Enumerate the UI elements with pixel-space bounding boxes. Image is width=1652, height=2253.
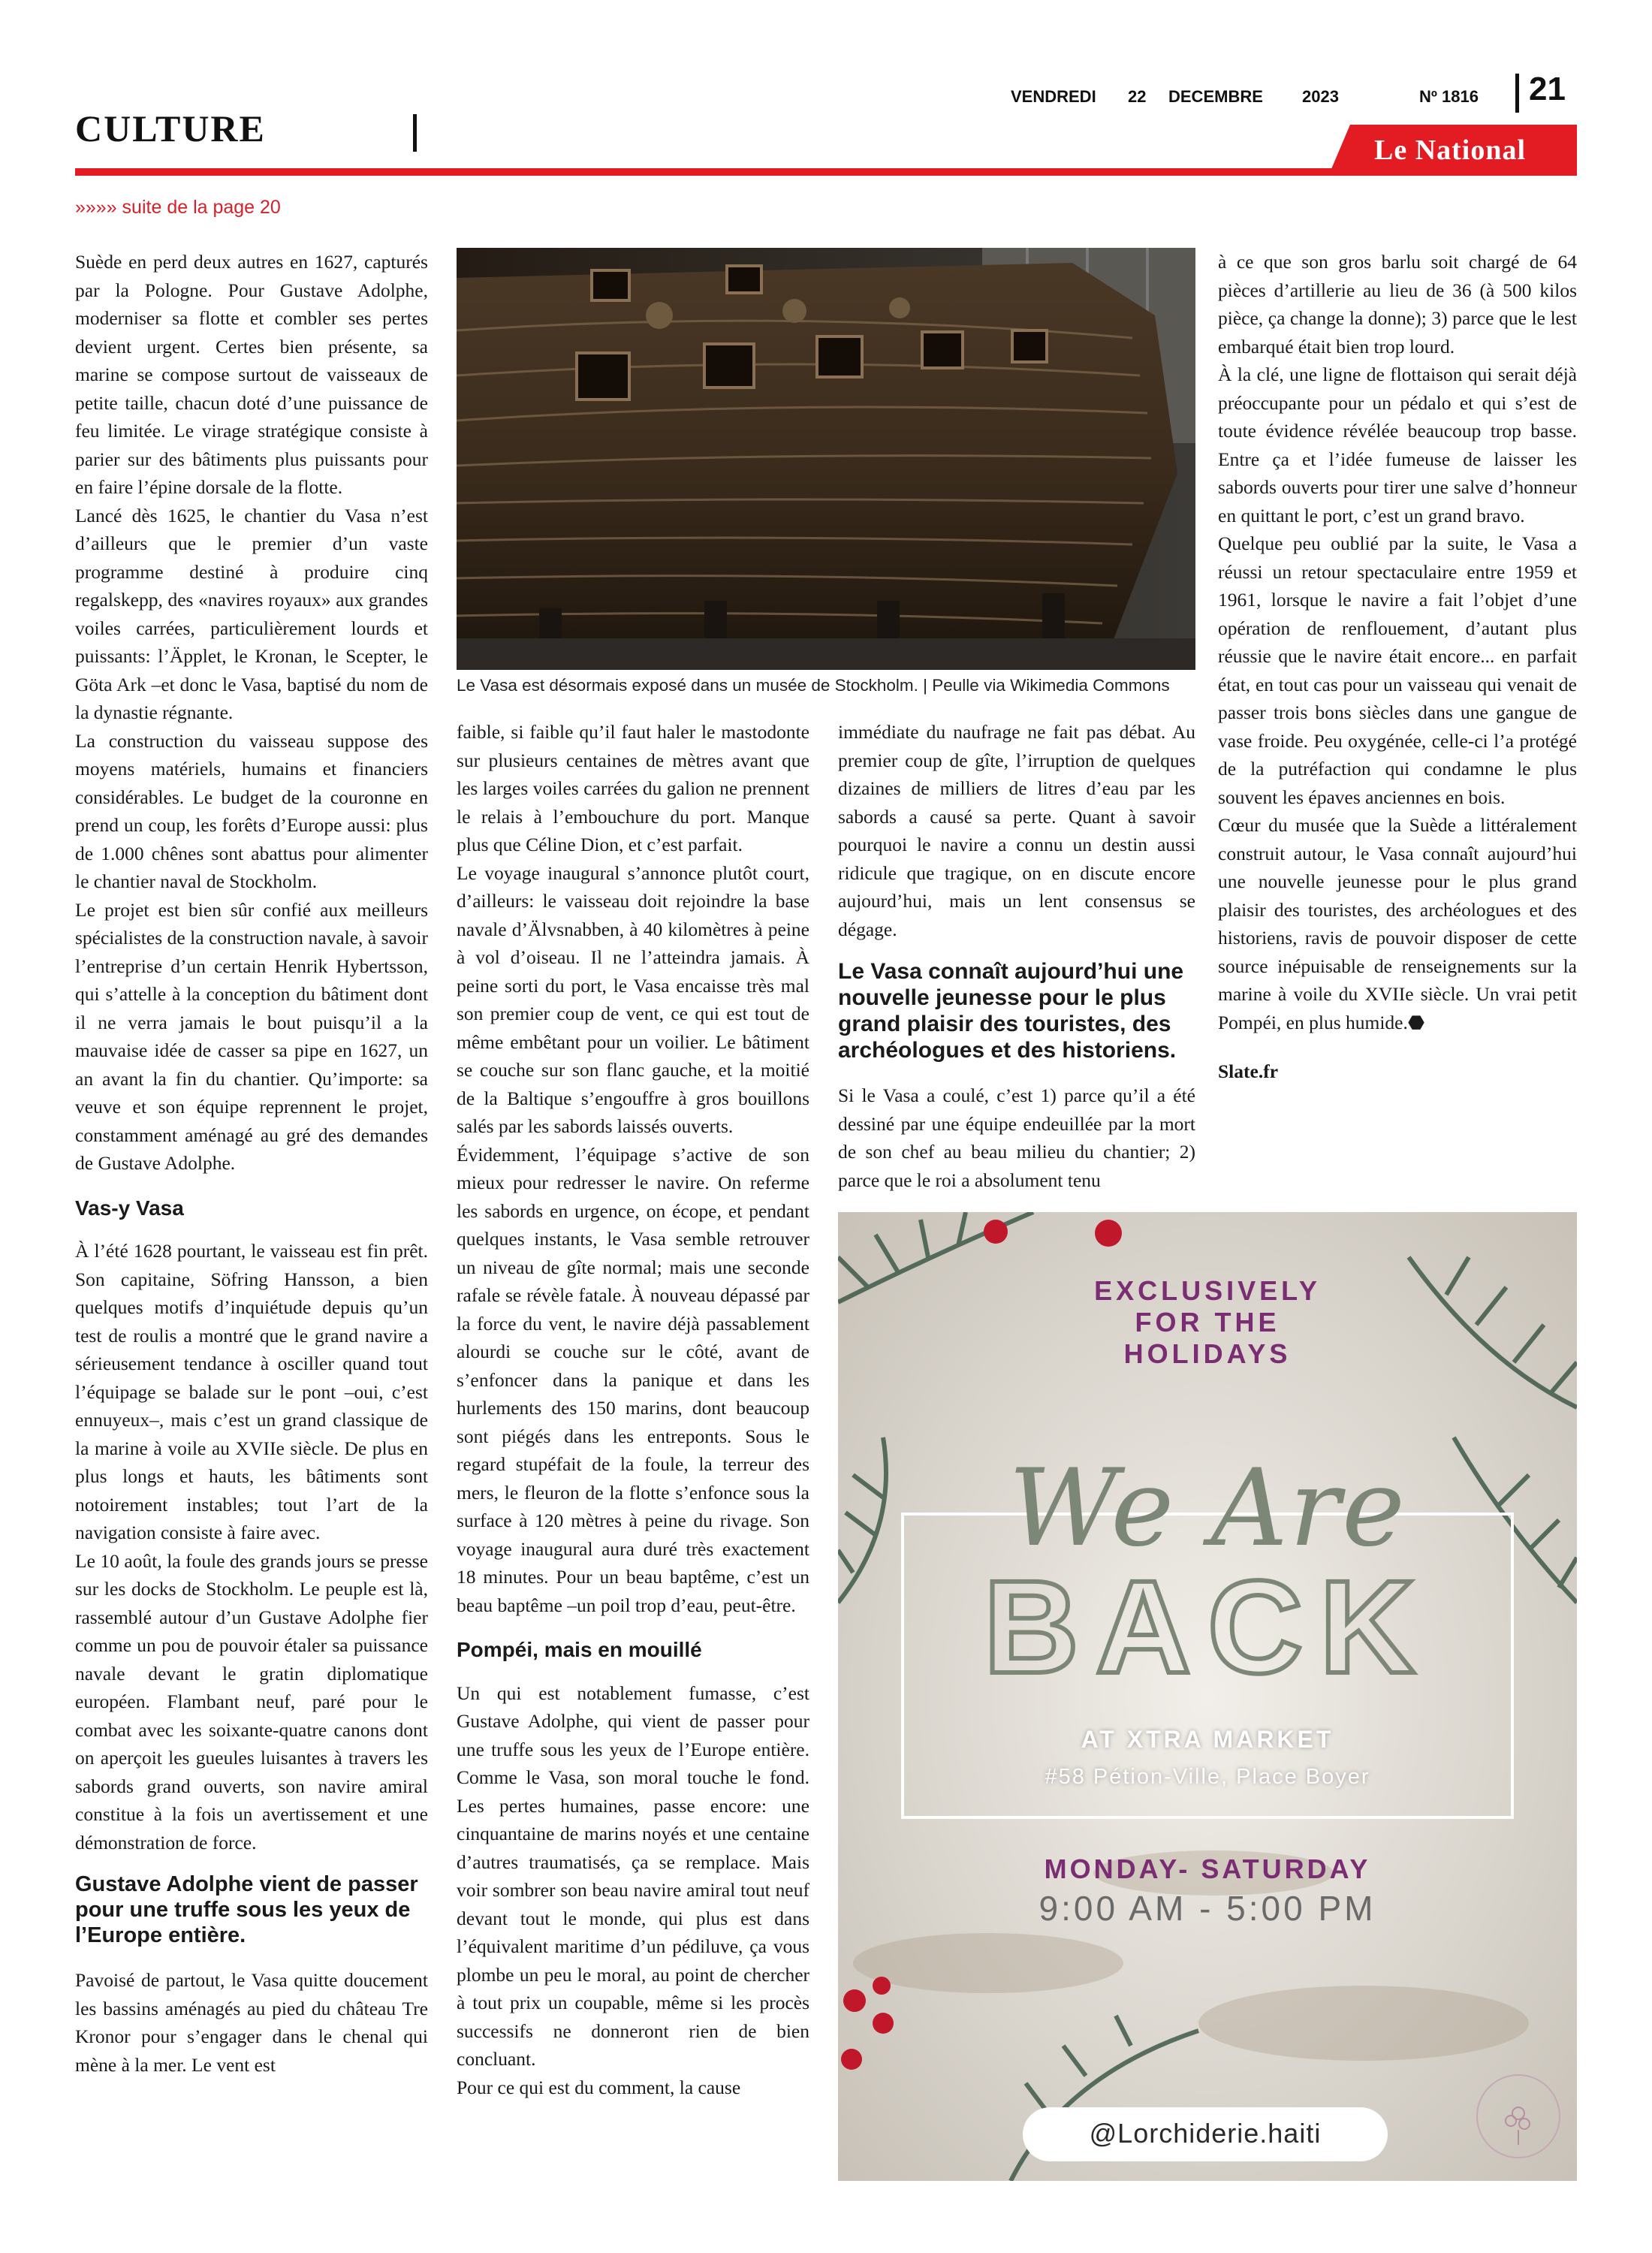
ad-tagline-line: FOR THE — [1135, 1307, 1280, 1338]
article-paragraph: Pavoisé de partout, le Vasa quitte doucement les bassins aménagés au pied du château Tre Kronor pour s’engager dans le chenal qui mène à la mer. Le vent est — [75, 1969, 428, 2076]
article-source: Slate.fr — [1218, 1060, 1279, 1082]
article-pull-quote: Gustave Adolphe vient de passer pour une truffe sous les yeux de l’Europe entière. — [75, 1872, 418, 1947]
article-paragraph: À la clé, une ligne de flottaison qui serait déjà préoccupante pour un pédalo et qui s’est de toute évidence révélée beaucoup trop basse. Entre ça et l’idée fumeuse de laisser les sabords ouverts pour tirer une salve d’honneur en quittant le port, c’est un grand bravo. — [1218, 363, 1577, 526]
ad-address: #58 Pétion-Ville, Place Boyer — [1045, 1765, 1370, 1789]
article-paragraph: Le voyage inaugural s’annonce plutôt court, d’ailleurs: le vaisseau doit rejoindre la base navale d’Älvsnabben, à 40 kilomètres à peine à vol d’oiseau. Il ne l’atteindra jamais. À peine sorti du port, le Vasa encaisse très mal son premier coup de vent, ce qui est tout de même embêtant pour un voilier. Le bâtiment se couche sur son flanc gauche, et la moitié de la Baltique s’engouffre à gros bouillons salés par les sabords laissés ouverts. — [457, 861, 809, 1137]
article-paragraph: Le projet est bien sûr confié aux meilleurs spécialistes de la construction navale, à savoir l’entreprise d’un certain Henrik Hybertsson, qui s’attelle à la conception du bâtiment dont il ne verra jamais le bout puisqu’il a la mauvaise idée de casser sa pipe en 1627, un an avant la fin du chantier. Qu’importe: sa veuve et son équipe reprennent le projet, constamment aménagé au gré des demandes de Gustave Adolphe. — [75, 898, 428, 1174]
article-paragraph: Si le Vasa a coulé, c’est 1) parce qu’il a été dessiné par une équipe endeuillée par la mort de son chef au beau milieu du chantier; 2) parce que le roi a absolument tenu — [838, 1084, 1195, 1191]
ad-tagline — [838, 1275, 1577, 1370]
vasa-ship-photo — [457, 248, 1195, 670]
article-paragraph: Suède en perd deux autres en 1627, capturés par la Pologne. Pour Gustave Adolphe, moderniser sa flotte et combler ses pertes devient urgent. Certes bien présente, sa marine se compose surtout de vaisseaux de petite taille, chacun doté d’une puissance de feu limitée. Le virage stratégique consiste à parier sur des bâtiments plus puissants pour en faire l’épine dorsale de la flotte. — [75, 251, 428, 498]
article-paragraph: Évidemment, l’équipage s’active de son mieux pour redresser le navire. On referme les sabords en urgence, on écope, et pendant quelques instants, le Vasa semble retrouver un niveau de gîte normal; mais une seconde rafale se révèle fatale. À nouveau dépassé par la force du vent, le navire déjà passablement alourdi se couche sur le côté, avant de s’enfoncer dans la panique et dans les hurlements des 150 marins, dont beaucoup sont piégés dans les entreponts. Sous le regard stupéfait de la foule, la terreur des mers, le fleuron de la flotte s’enfonce sous la surface à 120 mètres à peine du rivage. Son voyage inaugural aura duré très exactement 18 minutes. Pour un beau baptême, c’est un beau baptême –un poil trop d’eau, peut-être. — [457, 1143, 809, 1616]
article-paragraph-text: Cœur du musée que la Suède a littéralement construit autour, le Vasa connaît aujourd’hui une nouvelle jeunesse pour le plus grand plaisir des touristes, des archéologues et des historiens, ravis de pouvoir disposer de cette source inépuisable de renseignements sur la marine à voile du XVIIe siècle. Un vrai petit Pompéi, en plus humide. — [1218, 814, 1577, 1033]
article-paragraph — [1218, 811, 1577, 1036]
holiday-advertisement[interactable] — [838, 1212, 1577, 2181]
continued-from-link[interactable]: »»»» suite de la page 20 — [75, 197, 281, 218]
article-paragraph: Pour ce qui est du comment, la cause — [457, 2076, 741, 2098]
section-divider — [413, 114, 417, 152]
orchid-logo-icon — [1476, 2074, 1560, 2158]
article-column-4 — [1218, 248, 1577, 1086]
article-subheading: Vas-y Vasa — [75, 1196, 184, 1220]
ad-tagline-line: HOLIDAYS — [1123, 1338, 1292, 1369]
photo-caption: Le Vasa est désormais exposé dans un musée de Stockholm. | Peulle via Wikimedia Commons — [457, 676, 1170, 695]
article-paragraph: À l’été 1628 pourtant, le vaisseau est fin prêt. Son capitaine, Söfring Hansson, a bien quelques motifs d’inquiétude depuis qu’un test de roulis a montré que le grand navire a sérieusement tendance à osciller quand tout l’équipage se balade sur le pont –oui, c’est ennuyeux–, mais c’est un grand classique de la marine à voile au XVIIe siècle. De plus en plus longs et hauts, les bâtiments sont notoirement instables; tout l’art de la navigation consiste à faire avec. — [75, 1240, 428, 1543]
vasa-ship-illustration — [457, 248, 1195, 670]
issue-number: Nº 1816 — [1419, 87, 1479, 106]
article-paragraph: à ce que son gros barlu soit chargé de 64 pièces d’artillerie au lieu de 36 (à 500 kilos pièce, ça change la donne); 3) parce que le lest embarqué était bien trop lourd. — [1218, 251, 1577, 357]
issue-year: 2023 — [1302, 87, 1339, 106]
ad-headline: BACK — [983, 1554, 1432, 1701]
article-paragraph: Quelque peu oublié par la suite, le Vasa a réussi un retour spectaculaire entre 1959 et 1961, lorsque le navire a fait l’objet d’une opération de renflouement, d’autant plus réussie que le navire était encore... en parfait état, en tout cas pour un vaisseau qui venait de passer trois bons siècles dans une gangue de vase froide. Peu oxygénée, celle-ci l’a protégé de la putréfaction qui condamne le plus souvent les épaves anciennes en bois. — [1218, 532, 1577, 808]
page-number-divider — [1515, 74, 1519, 113]
ad-social-handle[interactable]: @Lorchiderie.haiti — [1089, 2118, 1322, 2149]
article-paragraph: faible, si faible qu’il faut haler le mastodonte sur plusieurs centaines de mètres avant que les larges voiles carrées du galion ne prennent le relais à l’embouchure du port. Manque plus que Céline Dion, et c’est parfait. — [457, 721, 809, 855]
article-column-1 — [75, 248, 428, 2079]
brand-name: Le National — [1374, 134, 1527, 166]
section-title: CULTURE — [75, 107, 266, 149]
article-column-2 — [457, 718, 809, 2101]
ad-tagline-line: EXCLUSIVELY — [1094, 1275, 1321, 1306]
article-column-3 — [838, 718, 1195, 1194]
article-paragraph: Le 10 août, la foule des grands jours se presse sur les docks de Stockholm. Le peuple est là, rassemblé autour d’un Gustave Adolphe fier comme un pou de pouvoir étaler sa puissance navale devant le gratin diplomatique européen. Flambant neuf, paré pour le combat avec les soixante-quatre canons dont on aperçoit les gueules luisantes à travers les sabords grand ouverts, son navire amiral constitue à la fois un avertissement et une démonstration de force. — [75, 1549, 428, 1853]
article-pull-quote: Le Vasa connaît aujourd’hui une nouvelle jeunesse pour le plus grand plaisir des touristes, des archéologues et des historiens. — [838, 959, 1184, 1063]
issue-day: VENDREDI — [1011, 87, 1096, 106]
page-number: 21 — [1529, 71, 1566, 107]
article-paragraph: Lancé dès 1625, le chantier du Vasa n’est d’ailleurs que le premier d’un vaste programme destiné à produire cinq regalskepp, des «navires royaux» aux grandes voiles carrées, particulièrement lourds et puissants: l’Äpplet, le Kronan, le Scepter, le Göta Ark –et donc le Vasa, baptisé du nom de la dynastie régnante. — [75, 504, 428, 723]
ad-store-name: AT XTRA MARKET — [1081, 1726, 1334, 1753]
ad-opening-days: MONDAY- SATURDAY — [1044, 1853, 1371, 1884]
issue-month: DECEMBRE — [1168, 87, 1263, 106]
article-paragraph: Un qui est notablement fumasse, c’est Gustave Adolphe, qui vient de passer pour une truffe sous les yeux de l’Europe entière. Comme le Vasa, son moral touche le fond. Les pertes humaines, passe encore: une cinquantaine de marins noyés et une centaine d’autres traumatisés, ça se remplace. Mais voir sombrer son beau navire amiral tout neuf devant tout le monde, qui plus est dans l’équivalent maritime d’un pédiluve, ça vous plombe un peu le moral, au point de chercher à tout prix un coupable, même si les procès successifs ne donneront rien de bien concluant. — [457, 1681, 809, 2070]
end-of-article-icon: ⬣ — [1407, 1011, 1425, 1033]
article-paragraph: La construction du vaisseau suppose des moyens matériels, humains et financiers considérables. Le budget de la couronne en prend un coup, les forêts d’Europe aussi: plus de 1.000 chênes sont abattus pour alimenter le chantier naval de Stockholm. — [75, 729, 428, 892]
issue-date-number: 22 — [1128, 87, 1147, 106]
ad-opening-hours: 9:00 AM - 5:00 PM — [1039, 1889, 1376, 1928]
orchid-logo-graphic — [1478, 2076, 1559, 2157]
article-paragraph: immédiate du naufrage ne fait pas débat. Au premier coup de gîte, l’irruption de quelques dizaines de milliers de litres d’eau par les sabords a causé sa perte. Quant à savoir pourquoi le navire a connu un destin aussi ridicule que tragique, on en discute encore aujourd’hui, mais un lent consensus se dégage. — [838, 721, 1195, 940]
ad-script-heading: We Are — [1008, 1446, 1406, 1570]
article-subheading: Pompéi, mais en mouillé — [457, 1638, 702, 1661]
